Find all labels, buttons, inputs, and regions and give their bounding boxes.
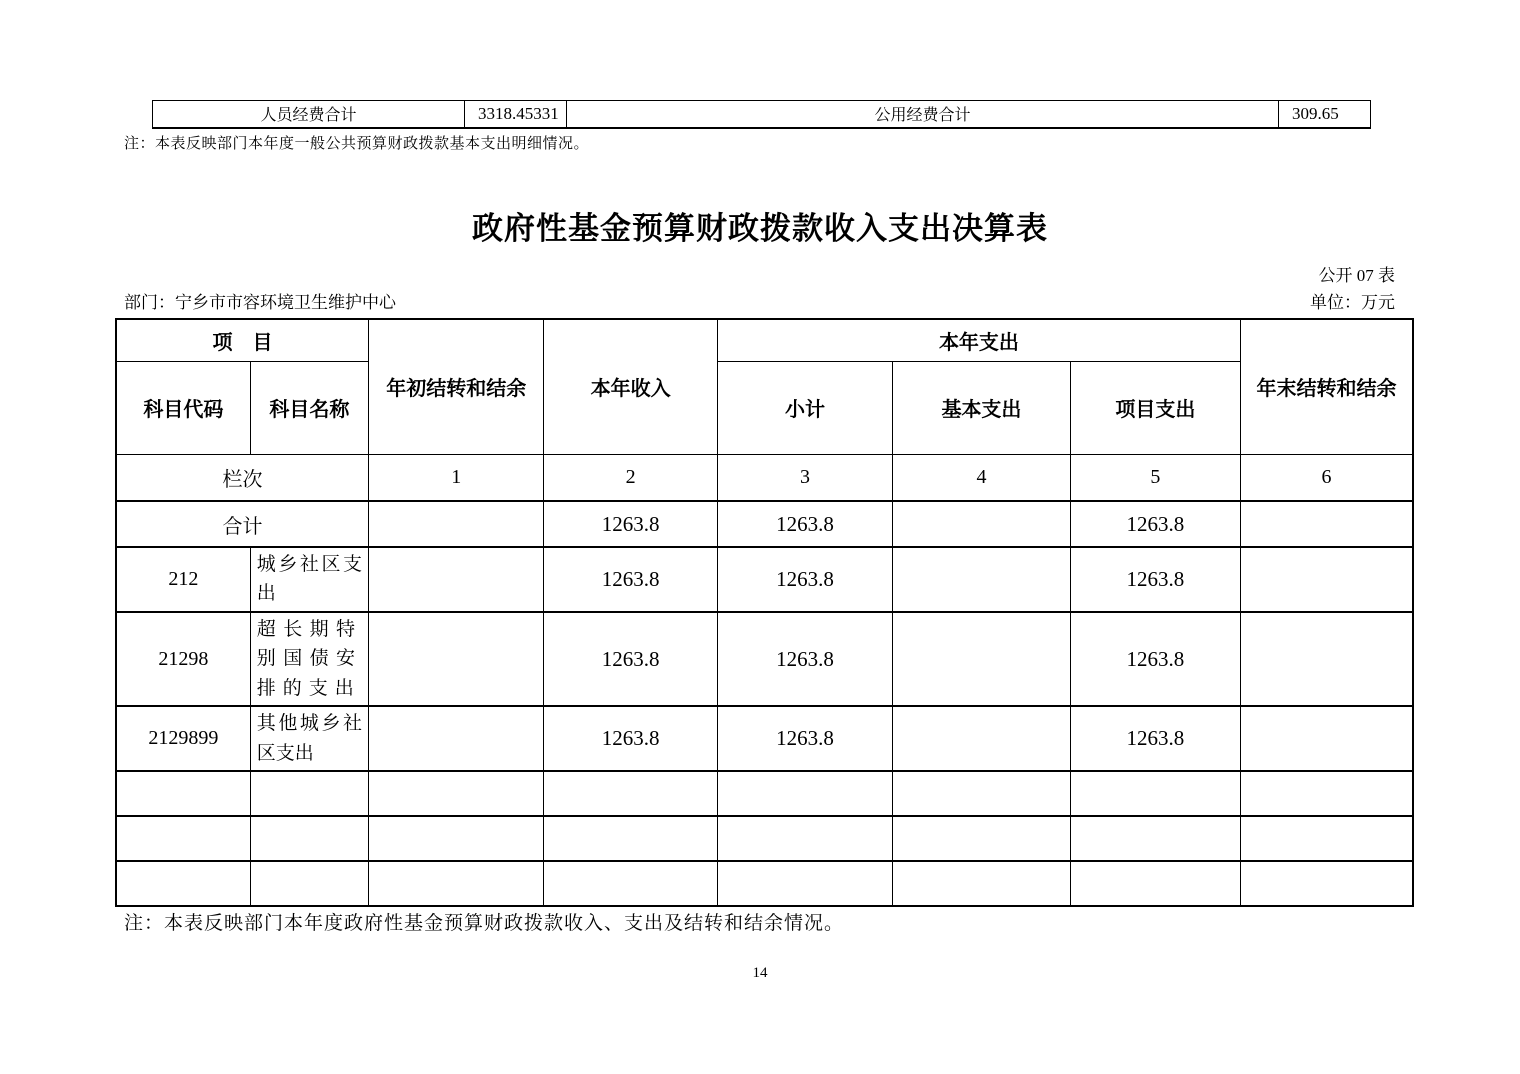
header-subject-name: 科目名称 bbox=[250, 361, 368, 454]
cell-value bbox=[1241, 771, 1413, 816]
header-subtotal: 小计 bbox=[717, 361, 892, 454]
lane-3: 3 bbox=[717, 454, 892, 501]
public-funds-total-label: 公用经费合计 bbox=[567, 101, 1279, 128]
cell-value: 1263.8 bbox=[1070, 501, 1240, 547]
cell-value bbox=[1070, 771, 1240, 816]
unit-label: 单位：万元 bbox=[1310, 293, 1395, 312]
cell-value bbox=[893, 816, 1070, 861]
department-label: 部门：宁乡市市容环境卫生维护中心 bbox=[124, 293, 396, 312]
cell-value bbox=[544, 861, 717, 906]
header-basic-expenditure: 基本支出 bbox=[893, 361, 1070, 454]
subject-name bbox=[250, 816, 368, 861]
header-subject-code: 科目代码 bbox=[116, 361, 250, 454]
gov-fund-budget-table bbox=[115, 318, 1414, 907]
cell-value bbox=[893, 547, 1070, 612]
personnel-funds-total-value: 3318.45331 bbox=[465, 101, 567, 128]
subject-name: 超长期特别国债安排的支出 bbox=[250, 612, 368, 706]
subject-name bbox=[250, 861, 368, 906]
cell-value: 1263.8 bbox=[717, 612, 892, 706]
data-row-212 bbox=[116, 547, 1413, 612]
cell-value bbox=[1070, 861, 1240, 906]
total-row bbox=[116, 501, 1413, 547]
header-project-expenditure: 项目支出 bbox=[1070, 361, 1240, 454]
cell-value bbox=[717, 771, 892, 816]
subject-name: 其他城乡社区支出 bbox=[250, 706, 368, 771]
public-funds-total-value: 309.65 bbox=[1279, 101, 1371, 128]
cell-value bbox=[1241, 861, 1413, 906]
cell-value bbox=[893, 861, 1070, 906]
lane-label: 栏次 bbox=[116, 454, 369, 501]
personnel-funds-total-label: 人员经费合计 bbox=[153, 101, 465, 128]
table-meta-row bbox=[124, 288, 1395, 313]
lane-6: 6 bbox=[1241, 454, 1413, 501]
total-label: 合计 bbox=[116, 501, 369, 547]
cell-value bbox=[717, 861, 892, 906]
subject-code: 2129899 bbox=[116, 706, 250, 771]
data-row-21298 bbox=[116, 612, 1413, 706]
cell-value bbox=[544, 771, 717, 816]
prev-table-note: 注：本表反映部门本年度一般公共预算财政拨款基本支出明细情况。 bbox=[124, 136, 590, 152]
empty-row bbox=[116, 771, 1413, 816]
table-code-label: 公开 07 表 bbox=[1318, 266, 1395, 285]
cell-value bbox=[1070, 816, 1240, 861]
page-title: 政府性基金预算财政拨款收入支出决算表 bbox=[472, 211, 1048, 246]
cell-value bbox=[893, 771, 1070, 816]
cell-value: 1263.8 bbox=[1070, 706, 1240, 771]
cell-value bbox=[369, 771, 544, 816]
lane-4: 4 bbox=[893, 454, 1070, 501]
basic-expenditure-summary-table bbox=[152, 100, 1371, 129]
empty-row bbox=[116, 861, 1413, 906]
subject-code bbox=[116, 816, 250, 861]
lane-index-row bbox=[116, 454, 1413, 501]
cell-value bbox=[893, 706, 1070, 771]
cell-value bbox=[717, 816, 892, 861]
subject-code bbox=[116, 861, 250, 906]
cell-value: 1263.8 bbox=[717, 706, 892, 771]
empty-row bbox=[116, 816, 1413, 861]
cell-value bbox=[369, 706, 544, 771]
main-table-note: 注：本表反映部门本年度政府性基金预算财政拨款收入、支出及结转和结余情况。 bbox=[124, 913, 845, 934]
subject-code bbox=[116, 771, 250, 816]
cell-value: 1263.8 bbox=[544, 501, 717, 547]
subject-name: 城乡社区支出 bbox=[250, 547, 368, 612]
cell-value bbox=[1241, 612, 1413, 706]
cell-value: 1263.8 bbox=[544, 547, 717, 612]
cell-value bbox=[369, 547, 544, 612]
subject-name bbox=[250, 771, 368, 816]
header-row-1 bbox=[116, 319, 1413, 361]
cell-value bbox=[1241, 816, 1413, 861]
header-beginning-balance: 年初结转和结余 bbox=[369, 319, 544, 454]
cell-value bbox=[544, 816, 717, 861]
cell-value bbox=[369, 861, 544, 906]
header-current-expenditure: 本年支出 bbox=[717, 319, 1240, 361]
cell-value: 1263.8 bbox=[544, 706, 717, 771]
subject-code: 21298 bbox=[116, 612, 250, 706]
cell-value bbox=[893, 501, 1070, 547]
cell-value bbox=[369, 612, 544, 706]
cell-value: 1263.8 bbox=[717, 547, 892, 612]
data-row-2129899 bbox=[116, 706, 1413, 771]
header-ending-balance: 年末结转和结余 bbox=[1241, 319, 1413, 454]
lane-1: 1 bbox=[369, 454, 544, 501]
cell-value bbox=[1241, 706, 1413, 771]
cell-value bbox=[1241, 547, 1413, 612]
cell-value: 1263.8 bbox=[1070, 612, 1240, 706]
cell-value bbox=[893, 612, 1070, 706]
lane-2: 2 bbox=[544, 454, 717, 501]
cell-value bbox=[1241, 501, 1413, 547]
cell-value bbox=[369, 501, 544, 547]
header-item-group: 项 目 bbox=[116, 319, 369, 361]
cell-value bbox=[369, 816, 544, 861]
header-current-income: 本年收入 bbox=[544, 319, 717, 454]
table-row bbox=[153, 101, 1371, 128]
cell-value: 1263.8 bbox=[1070, 547, 1240, 612]
cell-value: 1263.8 bbox=[544, 612, 717, 706]
lane-5: 5 bbox=[1070, 454, 1240, 501]
header-row-2 bbox=[116, 361, 1413, 454]
subject-code: 212 bbox=[116, 547, 250, 612]
cell-value: 1263.8 bbox=[717, 501, 892, 547]
page-number: 14 bbox=[752, 965, 768, 981]
